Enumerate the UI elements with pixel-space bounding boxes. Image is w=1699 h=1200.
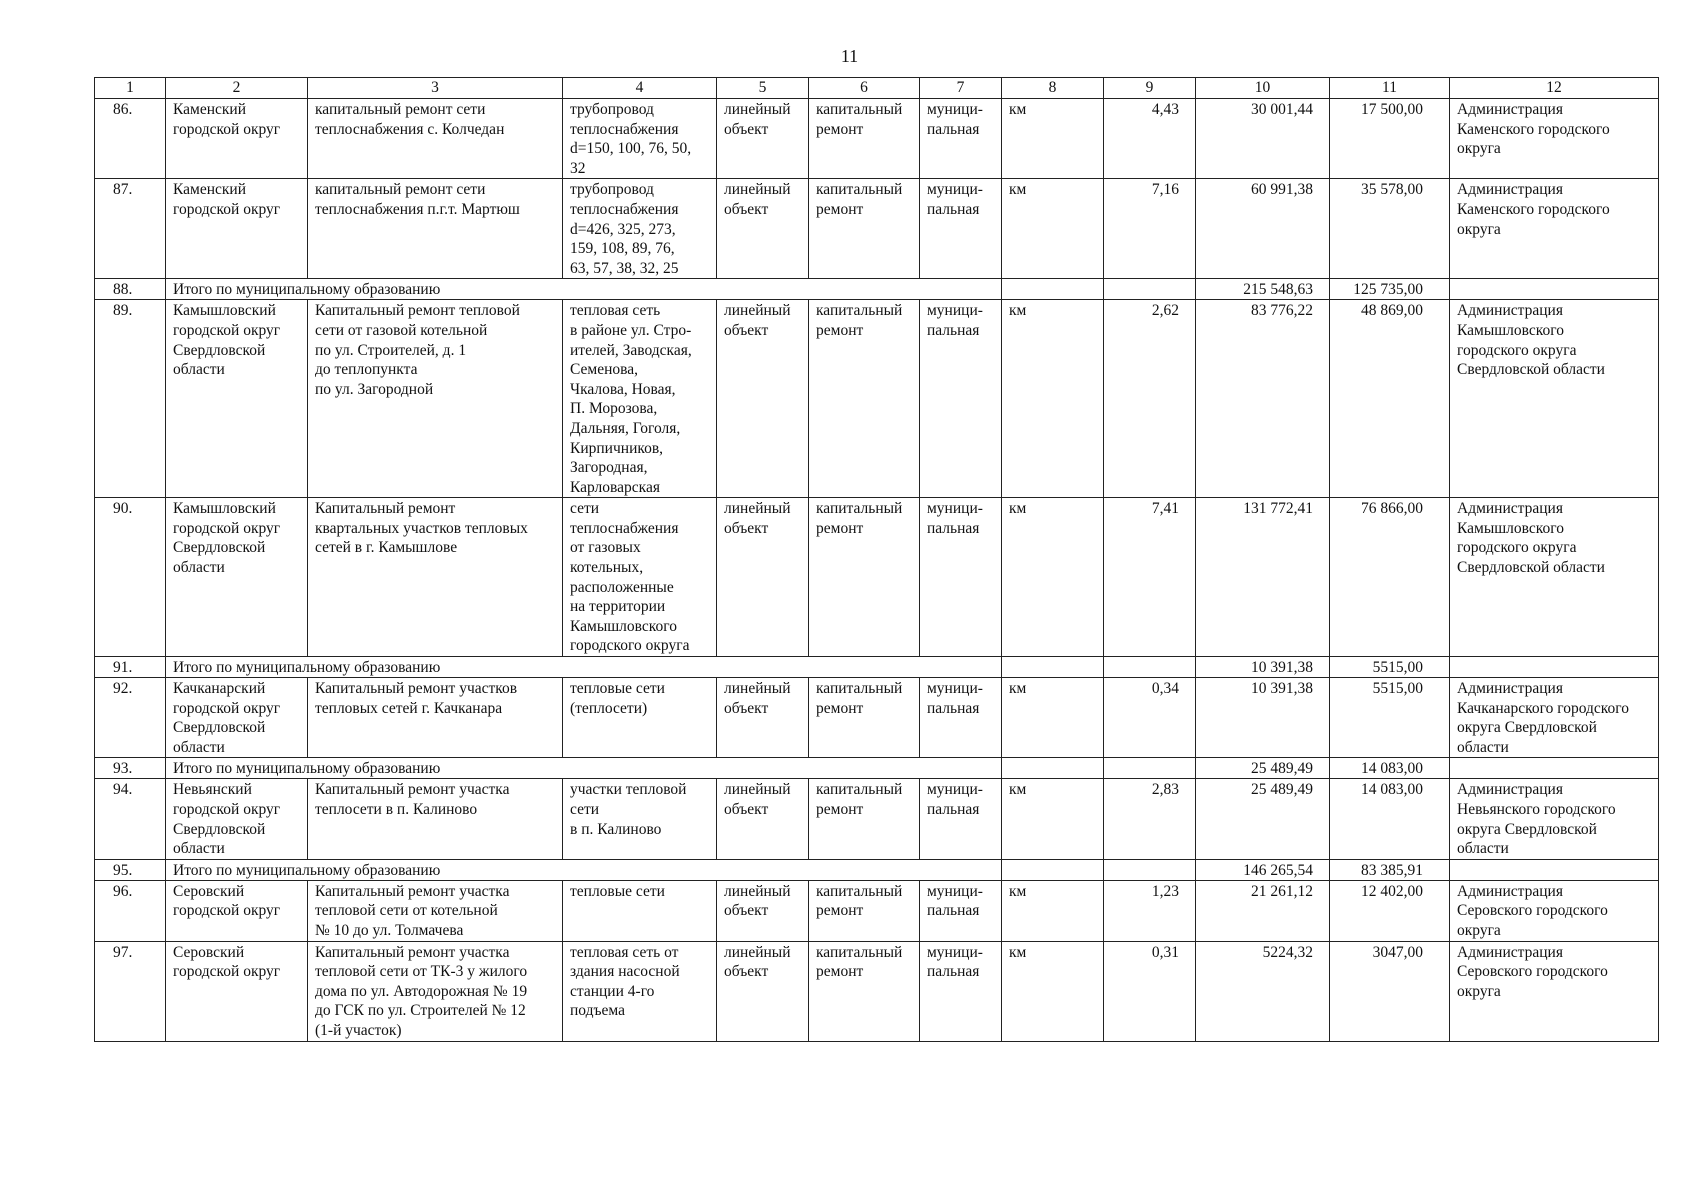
quantity (1104, 279, 1196, 300)
object-type: линейный объект (717, 300, 809, 498)
unit: км (1002, 498, 1104, 657)
row-number: 89. (95, 300, 166, 498)
row-number: 95. (95, 859, 166, 880)
subsidy-amount: 3047,00 (1330, 941, 1450, 1041)
quantity (1104, 859, 1196, 880)
cost-total: 10 391,38 (1196, 657, 1330, 678)
ownership: муници- пальная (920, 678, 1002, 758)
object-type: линейный объект (717, 941, 809, 1041)
column-number: 11 (1330, 78, 1450, 99)
row-number: 96. (95, 880, 166, 941)
table-row (95, 179, 1659, 279)
subsidy-amount: 5515,00 (1330, 657, 1450, 678)
ownership: муници- пальная (920, 880, 1002, 941)
subsidy-amount: 83 385,91 (1330, 859, 1450, 880)
cost-total: 215 548,63 (1196, 279, 1330, 300)
quantity: 0,34 (1104, 678, 1196, 758)
subsidy-amount: 35 578,00 (1330, 179, 1450, 279)
object-type: линейный объект (717, 678, 809, 758)
object-description: тепловая сеть от здания насосной станции 4-го подъема (563, 941, 717, 1041)
subtotal-label: Итого по муниципальному образованию (166, 279, 1002, 300)
work-title: капитальный ремонт сети теплоснабжения с. Колчедан (308, 99, 563, 179)
municipality: Серовский городской округ (166, 941, 308, 1041)
subsidy-amount: 48 869,00 (1330, 300, 1450, 498)
unit: км (1002, 779, 1104, 859)
table-row (95, 880, 1659, 941)
row-number: 91. (95, 657, 166, 678)
row-number: 88. (95, 279, 166, 300)
subsidy-amount: 5515,00 (1330, 678, 1450, 758)
cost-total: 30 001,44 (1196, 99, 1330, 179)
quantity: 0,31 (1104, 941, 1196, 1041)
unit (1002, 279, 1104, 300)
object-type: линейный объект (717, 779, 809, 859)
administrator (1450, 859, 1659, 880)
unit (1002, 859, 1104, 880)
column-number: 3 (308, 78, 563, 99)
unit: км (1002, 179, 1104, 279)
administrator: Администрация Камышловского городского округа Свердловской области (1450, 498, 1659, 657)
unit: км (1002, 941, 1104, 1041)
administrator: Администрация Невьянского городского округа Свердловской области (1450, 779, 1659, 859)
table-row (95, 99, 1659, 179)
object-description: трубопровод теплоснабжения d=426, 325, 273, 159, 108, 89, 76, 63, 57, 38, 32, 25 (563, 179, 717, 279)
ownership: муници- пальная (920, 99, 1002, 179)
column-number: 12 (1450, 78, 1659, 99)
work-title: Капитальный ремонт тепловой сети от газовой котельной по ул. Строителей, д. 1 до теплопункта по ул. Загородной (308, 300, 563, 498)
cost-total: 146 265,54 (1196, 859, 1330, 880)
cost-total: 131 772,41 (1196, 498, 1330, 657)
object-description: тепловые сети (563, 880, 717, 941)
column-number: 2 (166, 78, 308, 99)
subsidy-amount: 125 735,00 (1330, 279, 1450, 300)
quantity (1104, 657, 1196, 678)
work-type: капитальный ремонт (809, 300, 920, 498)
cost-total: 25 489,49 (1196, 779, 1330, 859)
administrator: Администрация Каменского городского округа (1450, 99, 1659, 179)
subtotal-row (95, 859, 1659, 880)
municipality: Каменский городской округ (166, 99, 308, 179)
work-type: капитальный ремонт (809, 179, 920, 279)
table-row (95, 300, 1659, 498)
object-type: линейный объект (717, 99, 809, 179)
work-type: капитальный ремонт (809, 779, 920, 859)
cost-total: 60 991,38 (1196, 179, 1330, 279)
table-row (95, 779, 1659, 859)
subsidy-amount: 12 402,00 (1330, 880, 1450, 941)
work-title: Капитальный ремонт участка тепловой сети от ТК-3 у жилого дома по ул. Автодорожная № 19 до ГСК по ул. Строителей № 12 (1-й участок) (308, 941, 563, 1041)
municipality: Невьянский городской округ Свердловской области (166, 779, 308, 859)
administrator: Администрация Камышловского городского округа Свердловской области (1450, 300, 1659, 498)
row-number: 86. (95, 99, 166, 179)
row-number: 87. (95, 179, 166, 279)
municipality: Камышловский городской округ Свердловской области (166, 498, 308, 657)
object-description: участки тепловой сети в п. Калиново (563, 779, 717, 859)
cost-total: 5224,32 (1196, 941, 1330, 1041)
object-description: тепловая сеть в районе ул. Стро- ителей, Заводская, Семенова, Чкалова, Новая, П. Морозова, Дальняя, Гоголя, Кирпичников, Загородная, Карловарская (563, 300, 717, 498)
cost-total: 83 776,22 (1196, 300, 1330, 498)
municipality: Каменский городской округ (166, 179, 308, 279)
row-number: 93. (95, 758, 166, 779)
work-type: капитальный ремонт (809, 498, 920, 657)
page-number: 11 (840, 46, 859, 66)
column-number-row (95, 78, 1659, 99)
administrator: Администрация Каменского городского округа (1450, 179, 1659, 279)
quantity: 7,16 (1104, 179, 1196, 279)
quantity: 2,62 (1104, 300, 1196, 498)
column-number: 10 (1196, 78, 1330, 99)
column-number: 1 (95, 78, 166, 99)
quantity: 7,41 (1104, 498, 1196, 657)
administrator: Администрация Качканарского городского округа Свердловской области (1450, 678, 1659, 758)
cost-total: 10 391,38 (1196, 678, 1330, 758)
object-description: трубопровод теплоснабжения d=150, 100, 76, 50, 32 (563, 99, 717, 179)
object-description: тепловые сети (теплосети) (563, 678, 717, 758)
subtotal-row (95, 279, 1659, 300)
ownership: муници- пальная (920, 300, 1002, 498)
table-row (95, 678, 1659, 758)
object-type: линейный объект (717, 179, 809, 279)
administrator: Администрация Серовского городского округа (1450, 941, 1659, 1041)
unit (1002, 758, 1104, 779)
object-description: сети теплоснабжения от газовых котельных, расположенные на территории Камышловского городского округа (563, 498, 717, 657)
work-title: Капитальный ремонт участков тепловых сетей г. Качканара (308, 678, 563, 758)
cost-total: 21 261,12 (1196, 880, 1330, 941)
cost-total: 25 489,49 (1196, 758, 1330, 779)
row-number: 97. (95, 941, 166, 1041)
column-number: 4 (563, 78, 717, 99)
ownership: муници- пальная (920, 779, 1002, 859)
administrator (1450, 657, 1659, 678)
ownership: муници- пальная (920, 941, 1002, 1041)
work-title: Капитальный ремонт участка тепловой сети от котельной № 10 до ул. Толмачева (308, 880, 563, 941)
subtotal-row (95, 657, 1659, 678)
quantity (1104, 758, 1196, 779)
table-row (95, 941, 1659, 1041)
unit (1002, 657, 1104, 678)
administrator: Администрация Серовского городского округа (1450, 880, 1659, 941)
quantity: 2,83 (1104, 779, 1196, 859)
object-type: линейный объект (717, 880, 809, 941)
work-title: Капитальный ремонт квартальных участков тепловых сетей в г. Камышлове (308, 498, 563, 657)
subsidy-amount: 76 866,00 (1330, 498, 1450, 657)
work-type: капитальный ремонт (809, 941, 920, 1041)
unit: км (1002, 300, 1104, 498)
table-row (95, 498, 1659, 657)
work-title: Капитальный ремонт участка теплосети в п. Калиново (308, 779, 563, 859)
quantity: 1,23 (1104, 880, 1196, 941)
subsidy-amount: 17 500,00 (1330, 99, 1450, 179)
subtotal-label: Итого по муниципальному образованию (166, 657, 1002, 678)
column-number: 5 (717, 78, 809, 99)
object-type: линейный объект (717, 498, 809, 657)
subtotal-row (95, 758, 1659, 779)
ownership: муници- пальная (920, 179, 1002, 279)
ownership: муници- пальная (920, 498, 1002, 657)
row-number: 94. (95, 779, 166, 859)
column-number: 9 (1104, 78, 1196, 99)
work-title: капитальный ремонт сети теплоснабжения п.г.т. Мартюш (308, 179, 563, 279)
row-number: 92. (95, 678, 166, 758)
quantity: 4,43 (1104, 99, 1196, 179)
subsidy-amount: 14 083,00 (1330, 779, 1450, 859)
administrator (1450, 758, 1659, 779)
row-number: 90. (95, 498, 166, 657)
capital-repair-table (94, 77, 1659, 1042)
municipality: Качканарский городской округ Свердловской области (166, 678, 308, 758)
work-type: капитальный ремонт (809, 880, 920, 941)
column-number: 8 (1002, 78, 1104, 99)
municipality: Камышловский городской округ Свердловской области (166, 300, 308, 498)
subsidy-amount: 14 083,00 (1330, 758, 1450, 779)
unit: км (1002, 99, 1104, 179)
work-type: капитальный ремонт (809, 678, 920, 758)
municipality: Серовский городской округ (166, 880, 308, 941)
subtotal-label: Итого по муниципальному образованию (166, 758, 1002, 779)
unit: км (1002, 678, 1104, 758)
column-number: 7 (920, 78, 1002, 99)
column-number: 6 (809, 78, 920, 99)
subtotal-label: Итого по муниципальному образованию (166, 859, 1002, 880)
work-type: капитальный ремонт (809, 99, 920, 179)
administrator (1450, 279, 1659, 300)
unit: км (1002, 880, 1104, 941)
